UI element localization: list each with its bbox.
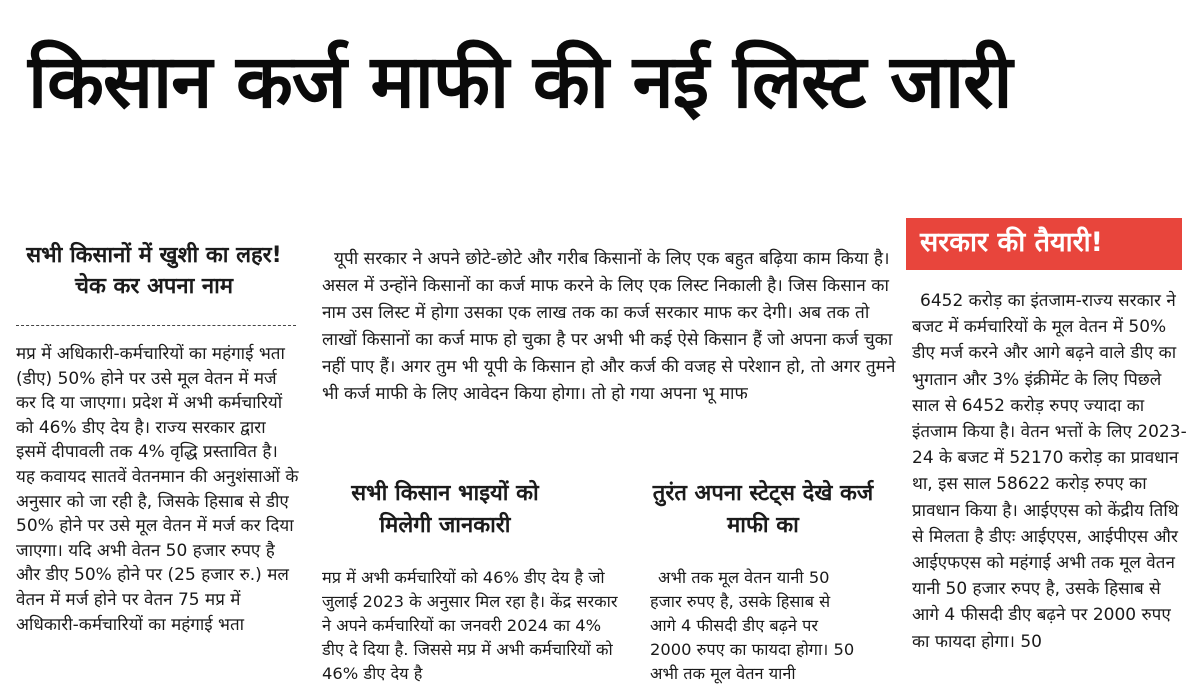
right-body: 6452 करोड़ का इंतजाम-राज्य सरकार ने बजट में कर्मचारियों के मूल वेतन में 50% डीए मर्ज करने और आगे बढ़ने वाले डीए का भुगतान और 3% इंक्रीमेंट के लिए पिछले साल से 6452 करोड़ रुपए ज्यादा का इंतजाम किया है। वेतन भत्तों के लिए 2023-24 के बजट में 52170 करोड़ का प्रावधान था, इस साल 58622 करोड़ रुपए का प्रावधान किया है। आईएएस को केंद्रीय तिथि से मिलता है डीएः आईएएस, आईपीएस और आईएफएस को महंगाई अभी तक मूल वेतन यानी 50 हजार रुपए है, उसके हिसाब से आगे 4 फीसदी डीए बढ़ने पर 2000 रुपए का फायदा होगा। 50: [912, 291, 1187, 652]
center-intro: यूपी सरकार ने अपने छोटे-छोटे और गरीब किसानों के लिए एक बहुत बढ़िया काम किया है। असल में उन्होंने किसानों का कर्ज माफ करने के लिए एक लिस्ट निकाली है। जिस किसान का नाम उस लिस्ट में होगा उसका एक लाख तक का कर्ज सरकार माफ कर देगी। अब तक तो लाखों किसानों का कर्ज माफ हो चुका है पर अभी भी कई ऐसे किसान हैं जो अपना कर्ज चुका नहीं पाए हैं। अगर तुम भी यूपी के किसान हो और कर्ज की वजह से परेशान हो, तो अगर तुमने भी कर्ज माफी के लिए आवेदन किया होगा। तो हो गया अपना भू माफ: [322, 249, 896, 404]
sub1-heading: सभी किसान भाइयों को मिलेगी जानकारी: [351, 481, 539, 538]
section-badge: सरकार की तैयारी!: [906, 218, 1182, 270]
sub2-body: अभी तक मूल वेतन यानी 50 हजार रुपए है, उसके हिसाब से आगे 4 फीसदी डीए बढ़ने पर 2000 रुपए का फायदा होगा। 50 अभी तक मूल वेतन यानी: [650, 568, 855, 683]
left-divider: [16, 325, 296, 326]
left-heading: सभी किसानों में खुशी का लहर! चेक कर अपना नाम: [26, 243, 282, 299]
left-body: मप्र में अधिकारी-कर्मचारियों का महंगाई भता (डीए) 50% होने पर उसे मूल वेतन में मर्ज कर दि या जाएगा। प्रदेश में अभी कर्मचारियों को 46% डीए देय है। राज्य सरकार द्वारा इसमें दीपावली तक 4% वृद्धि प्रस्तावित है। यह कवायद सातवें वेतनमान की अनुशंसाओं के अनुसार को जा रही है, जिसके हिसाब से डीए 50% होने पर उसे मूल वेतन में मर्ज कर दिया जाएगा। यदि अभी वेतन 50 हजार रुपए है और डीए 50% होने पर (25 हजार रु.) मल वेतन में मर्ज होने पर वेतन 75 मप्र में अधिकारी-कर्मचारियों का महंगाई भता: [16, 344, 299, 635]
sub2-heading: तुरंत अपना स्टेट्स देखे कर्ज माफी का: [652, 481, 874, 538]
sub1-body: मप्र में अभी कर्मचारियों को 46% डीए देय है जो जुलाई 2023 के अनुसार मिल रहा है। केंद्र सरकार ने अपने कर्मचारियों का जनवरी 2024 का 4% डीए दे दिया है. जिससे मप्र में अभी कर्मचारियों को 46% डीए देय है: [322, 568, 618, 683]
page-headline: किसान कर्ज माफी की नई लिस्ट जारी: [28, 39, 1012, 125]
